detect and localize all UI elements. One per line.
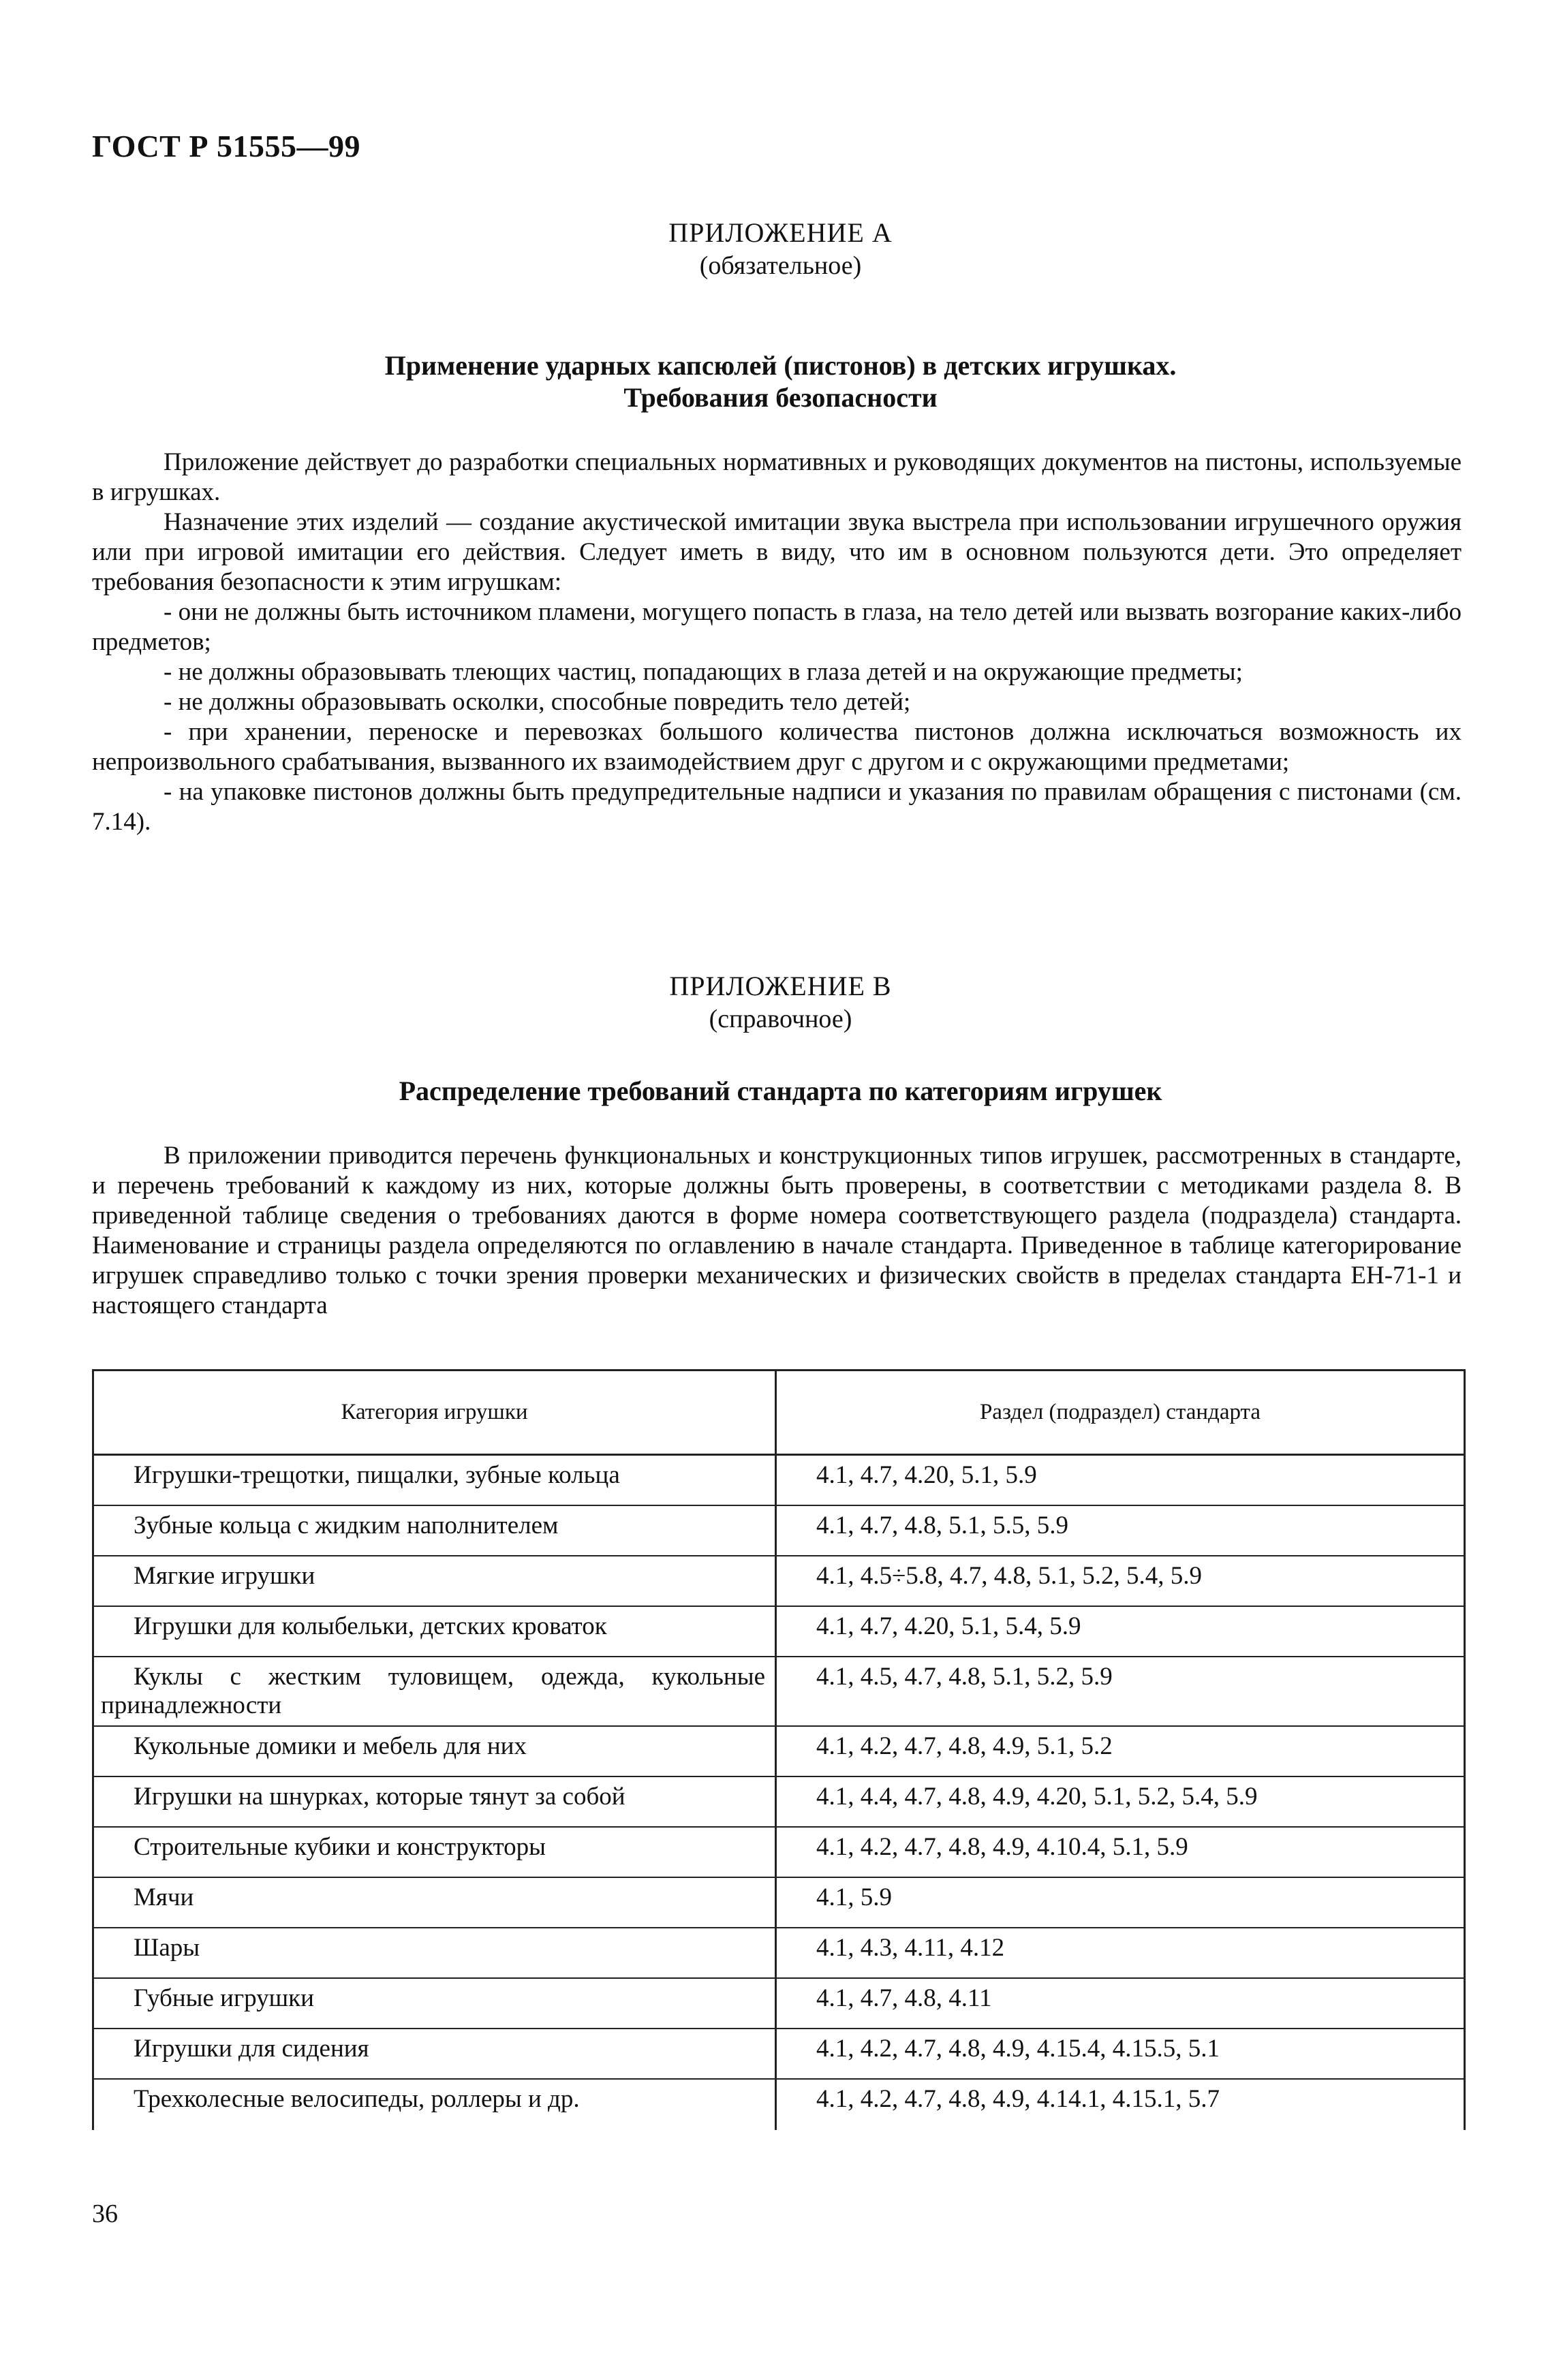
requirements-table [92, 1369, 1466, 2130]
table-cell-sections: 4.1, 4.2, 4.7, 4.8, 4.9, 5.1, 5.2 [777, 1727, 1464, 1777]
table-cell-category: Шары [94, 1928, 777, 1979]
table-cell-category: Трехколесные велосипеды, роллеры и др. [94, 2080, 777, 2130]
appendix-a-heading-line1: Применение ударных капсюлей (пистонов) в детских игрушках. [384, 350, 1177, 381]
table-cell-category: Губные игрушки [94, 1979, 777, 2029]
table-header-category: Категория игрушки [94, 1371, 777, 1456]
requirement-item: - на упаковке пистонов должны быть предупредительные надписи и указания по правилам обращения с пистонами (см. 7.14). [92, 778, 1462, 836]
appendix-b-title: ПРИЛОЖЕНИЕ В [669, 971, 892, 1001]
table-cell-sections: 4.1, 4.3, 4.11, 4.12 [777, 1928, 1464, 1979]
table-cell-sections: 4.1, 4.7, 4.8, 4.11 [777, 1979, 1464, 2029]
appendix-b-body [92, 1141, 1462, 1321]
table-cell-category: Зубные кольца с жидким наполнителем [94, 1506, 777, 1556]
table-cell-sections: 4.1, 4.7, 4.8, 5.1, 5.5, 5.9 [777, 1506, 1464, 1556]
table-cell-category: Игрушки на шнурках, которые тянут за собой [94, 1777, 777, 1828]
table-cell-sections: 4.1, 4.2, 4.7, 4.8, 4.9, 4.15.4, 4.15.5, 5.1 [777, 2029, 1464, 2080]
appendix-a-paragraph: Назначение этих изделий — создание акустической имитации звука выстрела при использовании игрушечного оружия или при игровой имитации его действия. Следует иметь в виду, что им в основном пользуются дети. Это определяет требования безопасности к этим игрушкам: [92, 508, 1462, 596]
table-cell-category: Строительные кубики и конструкторы [94, 1828, 777, 1878]
table-cell-sections: 4.1, 4.2, 4.7, 4.8, 4.9, 4.10.4, 5.1, 5.9 [777, 1828, 1464, 1878]
appendix-a-heading-line2: Требования безопасности [623, 382, 938, 413]
table-header-section: Раздел (подраздел) стандарта [777, 1371, 1464, 1456]
table-cell-sections: 4.1, 4.5÷5.8, 4.7, 4.8, 5.1, 5.2, 5.4, 5.9 [777, 1556, 1464, 1607]
table-cell-sections: 4.1, 4.7, 4.20, 5.1, 5.4, 5.9 [777, 1607, 1464, 1657]
table-cell-category: Игрушки для колыбельки, детских кроваток [94, 1607, 777, 1657]
table-cell-sections: 4.1, 5.9 [777, 1878, 1464, 1928]
requirement-item: - при хранении, переноске и перевозках большого количества пистонов должна исключаться возможность их непроизвольного срабатывания, вызванного их взаимодействием друг с другом и с окружающими предметами; [92, 718, 1462, 776]
table-cell-category: Мячи [94, 1878, 777, 1928]
appendix-a-paragraph: Приложение действует до разработки специальных нормативных и руководящих документов на пистоны, используемые в игрушках. [92, 448, 1462, 506]
table-cell-category: Кукольные домики и мебель для них [94, 1727, 777, 1777]
requirement-item: - не должны образовывать тлеющих частиц, попадающих в глаза детей и на окружающие предметы; [164, 658, 1243, 686]
appendix-a-title: ПРИЛОЖЕНИЕ А [668, 217, 893, 248]
table-cell-sections: 4.1, 4.2, 4.7, 4.8, 4.9, 4.14.1, 4.15.1, 5.7 [816, 2085, 1220, 2113]
table-cell-sections: 4.1, 4.4, 4.7, 4.8, 4.9, 4.20, 5.1, 5.2, 5.4, 5.9 [777, 1777, 1464, 1828]
appendix-a-body [92, 448, 1462, 837]
appendix-b-subtitle: (справочное) [709, 1005, 852, 1033]
table-cell-category: Куклы с жестким туловищем, одежда, кукольные принадлежности [94, 1657, 777, 1727]
requirement-item: - они не должны быть источником пламени, могущего попасть в глаза, на тело детей или вызвать возгорание каких-либо предметов; [92, 598, 1462, 656]
table-cell-category: Игрушки для сидения [94, 2029, 777, 2080]
appendix-b-heading: Распределение требований стандарта по категориям игрушек [399, 1076, 1162, 1106]
table-cell-category: Игрушки-трещотки, пищалки, зубные кольца [94, 1456, 777, 1506]
table-cell-sections: 4.1, 4.7, 4.20, 5.1, 5.9 [777, 1456, 1464, 1506]
table-cell-category: Мягкие игрушки [94, 1556, 777, 1607]
table-cell-sections: 4.1, 4.5, 4.7, 4.8, 5.1, 5.2, 5.9 [777, 1657, 1464, 1727]
page-number: 36 [92, 2199, 118, 2228]
appendix-b-paragraph: В приложении приводится перечень функциональных и конструкционных типов игрушек, рассмотренных в стандарте, и перечень требований к каждому из них, которые должны быть проверены, в соответствии с методиками раздела 8. В приведенной таблице сведения о требованиях даются в форме номера соответствующего раздела (подраздела) стандарта. Наименование и страницы раздела определяются по оглавлению в начале стандарта. Приведенное в таблице категорирование игрушек справедливо только с точки зрения проверки механических и физических свойств в пределах стандарта ЕН-71-1 и настоящего стандарта [92, 1142, 1462, 1319]
document-code: ГОСТ Р 51555—99 [92, 129, 360, 163]
requirement-item: - не должны образовывать осколки, способные повредить тело детей; [164, 688, 911, 716]
appendix-a-subtitle: (обязательное) [699, 251, 862, 280]
